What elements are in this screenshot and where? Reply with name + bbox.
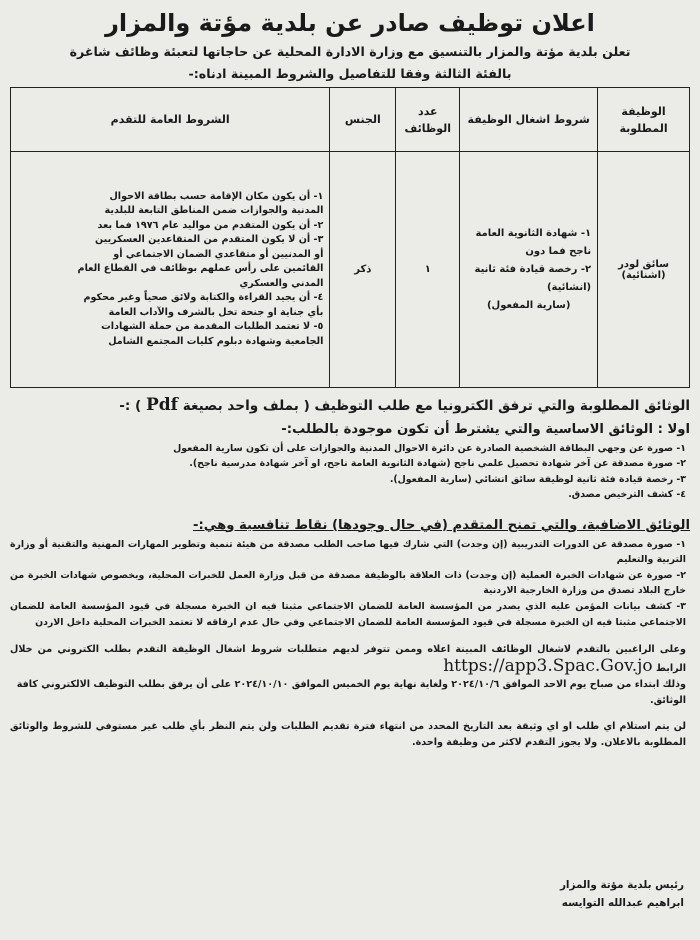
page-title: اعلان توظيف صادر عن بلدية مؤتة والمزار [105, 9, 595, 37]
list-item: ٤- كشف الترخيص مصدق. [568, 489, 686, 501]
requirement-line: ١- شهادة الثانوية العامة ناجح فما دون [475, 227, 592, 257]
list-item: ٣- رخصة قيادة فئة ثانية لوظيفة سائق انشائي (سارية المفعول). [389, 473, 686, 485]
jobs-table [10, 87, 690, 388]
basic-docs-heading: اولا : الوثائق الاساسية والتي يشترط أن تكون موجودة بالطلب:- [281, 422, 690, 437]
apply-text-1: وعلى الراغبين بالتقدم لاشغال الوظائف المبينة اعلاه وممن تتوفر لديهم متطلبات شروط اشغال الوظيفة التقدم بطلب الكتروني من خلال الرابط [10, 644, 686, 675]
condition-line: ١- أن يكون مكان الإقامة حسب بطاقة الاحوال [109, 190, 324, 202]
signature-block [560, 876, 684, 912]
list-item: ٣- كشف بيانات المؤمن عليه الذي يصدر من المؤسسة العامة للضمان الاجتماعي مثبتا فيه ان الخبرة مسجلة في قيود المؤسسة العامة للضمان الاجتماعي مثبتا فيه ان الخبرة مسجلة في قيود المؤسسة العامة للضمان الاجتماعي وفي حال عدم ارفاقه لا تعتمد الخبرات المحلية داخل الاردن [10, 601, 686, 628]
pdf-label: Pdf [146, 395, 178, 415]
closing-paragraph: لن يتم استلام اي طلب او اي وثيقة بعد التاريخ المحدد من انتهاء فترة تقديم الطلبات ولن يتم النظر بأي طلب غير مستوفي للشروط والوثائق المطلوبة بالاعلان. ولا يجوز التقدم لاكثر من وظيفة واحدة. [10, 721, 686, 749]
condition-line: أو المدنيين أو متقاعدي الضمان الاجتماعي أو [113, 248, 324, 260]
list-item: ١- صورة مصدقة عن الدورات التدريبية (إن وجدت) التي شارك فيها صاحب الطلب مصدقة من هيئة تنمية وتطوير المهارات المهنية والتقنية أو وزارة التربية والتعليم [10, 538, 686, 566]
extra-docs-heading: الوثائق الاضافية، والتي تمنح المتقدم (في حال وجودها) نقاط تنافسية وهي:- [192, 517, 690, 533]
condition-line: القائمين على رأس عملهم بوظائف في القطاع العام [77, 263, 324, 275]
table-header-row [11, 88, 690, 152]
requirement-line: (سارية المفعول) [486, 299, 571, 311]
condition-line: ٥- لا تعتمد الطلبات المقدمة من حملة الشهادات [101, 321, 324, 333]
condition-line: ٢- أن يكون المتقدم من مواليد عام ١٩٧٦ فما بعد [97, 219, 324, 231]
docs-heading-end: ) :- [119, 398, 142, 414]
signature-name: ابراهيم عبدالله التوايسه [561, 897, 684, 909]
cell-requirements [460, 152, 598, 388]
header-conditions: الشروط العامة للتقدم [11, 88, 330, 152]
condition-line: ٣- أن لا يكون المتقدم من المتقاعدين العسكريين [95, 234, 324, 246]
apply-dates: وذلك ابتداء من صباح يوم الاحد الموافق ٢٠٢٤/١٠/٦ ولغاية نهاية يوم الخميس الموافق ٢٠٢٤/١٠/١٠ على أن يرفق بطلب التوظيف الالكتروني كافة الوثائق. [16, 679, 686, 707]
cell-count: ١ [396, 152, 460, 388]
header-requirements: شروط اشغال الوظيفة [460, 88, 598, 152]
docs-heading-text: الوثائق المطلوبة والتي ترفق الكترونيا مع طلب التوظيف ( بملف واحد بصيغة [182, 398, 690, 414]
requirement-line: ٢- رخصة قيادة فئة ثانية (انشائية) [474, 263, 592, 293]
docs-heading [10, 394, 690, 417]
condition-line: المدنية والجوازات ضمن المناطق التابعة للبلدية [104, 205, 324, 217]
signature-role: رئيس بلدية مؤتة والمزار [559, 879, 684, 891]
basic-docs-list [10, 441, 690, 503]
apply-paragraph [10, 642, 690, 677]
condition-line: المدني والعسكري [239, 277, 324, 289]
header-job: الوظيفة المطلوبة [598, 88, 690, 152]
cell-gender: ذكر [330, 152, 396, 388]
list-item: ٢- صورة مصدقة عن آخر شهادة تحصيل علمي ناجح (شهادة الثانوية العامة ناجح، او آخر شهادة مدرسية ناجح). [189, 458, 686, 470]
condition-line: بأي جناية او جنحة تخل بالشرف والآداب العامة [108, 306, 324, 318]
header-gender: الجنس [330, 88, 396, 152]
extra-docs-list [10, 537, 690, 631]
condition-line: ٤- أن يجيد القراءة والكتابة ولائق صحياً وغير محكوم [83, 292, 324, 304]
list-item: ١- صورة عن وجهي البطاقة الشخصية الصادرة عن دائرة الاحوال المدنية والجوازات على أن تكون سارية المفعول [173, 443, 686, 454]
cell-conditions [11, 152, 330, 388]
list-item: ٢- صورة عن شهادات الخبرة العملية (إن وجدت) ذات العلاقة بالوظيفة مصدقة من قبل وزارة العمل للخبرات المحلية، وبخصوص شهادات الخبرة من خارج البلاد تصدق من وزارة الخارجية الاردنية [10, 569, 686, 597]
application-url[interactable]: https://app3.Spac.Gov.jo [443, 656, 653, 677]
condition-line: الجامعية وشهادة دبلوم كليات المجتمع الشامل [108, 335, 324, 347]
cell-job: سائق لودر (اشنائية) [598, 152, 690, 388]
intro-line-1: تعلن بلدية مؤتة والمزار بالتنسيق مع وزارة الادارة المحلية عن حاجاتها لتعبئة وظائف شاغرة [69, 44, 631, 59]
table-row [11, 152, 690, 388]
header-count: عدد الوظائف [396, 88, 460, 152]
intro-line-2: بالفئة الثالثة وفقا للتفاصيل والشروط المبينة ادناه:- [188, 66, 512, 81]
